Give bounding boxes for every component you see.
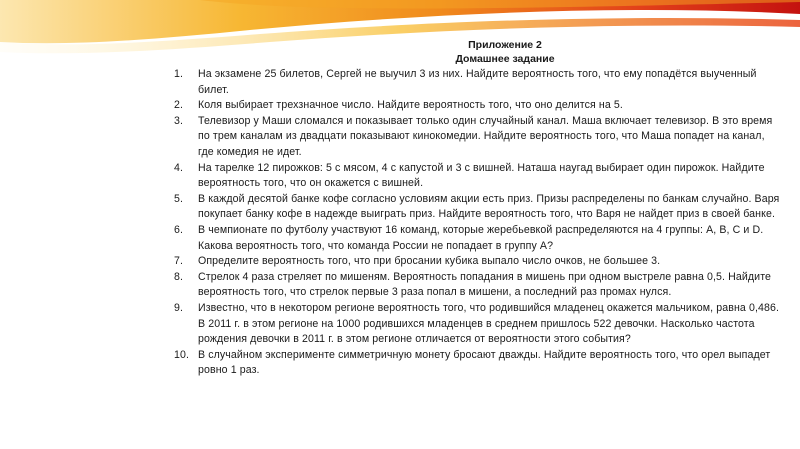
homework-subtitle: Домашнее задание (455, 53, 555, 65)
task-number: 8. (174, 270, 184, 283)
task-number: 4. (174, 161, 184, 174)
task-number: 3. (174, 114, 184, 127)
task-item (170, 223, 780, 254)
task-item (170, 254, 780, 270)
task-text: В случайном эксперименте симметричную монету бросают дважды. Найдите вероятность того, что орел выпадет ровно 1 раз. (198, 348, 771, 377)
task-number: 10. (174, 348, 190, 361)
task-item (170, 192, 780, 223)
task-list (170, 67, 780, 379)
task-item (170, 67, 780, 98)
task-text: В каждой десятой банке кофе согласно условиям акции есть приз. Призы распределены по банкам случайно. Варя покупает банку кофе в надежде выиграть приз. Найдите вероятность того, что Варя не найдет приз в своей банке. (198, 192, 780, 221)
task-text: Определите вероятность того, что при бросании кубика выпало число очков, не большее 3. (198, 255, 661, 268)
task-item (170, 161, 780, 192)
task-number: 5. (174, 192, 184, 205)
task-text: На тарелке 12 пирожков: 5 с мясом, 4 с капустой и 3 с вишней. Наташа наугад выбирает один пирожок. Найдите вероятность того, что он окажется с вишней. (198, 161, 765, 190)
task-item (170, 348, 780, 379)
heading-block (170, 38, 780, 66)
task-text: В чемпионате по футболу участвуют 16 команд, которые жеребьевкой распределяются на 4 группы: A, B, C и D. Какова вероятность того, что команда России не попадает в группу A? (198, 223, 764, 252)
task-item (170, 114, 780, 161)
task-item (170, 270, 780, 301)
homework-content (170, 38, 780, 379)
task-number: 6. (174, 223, 184, 236)
task-number: 1. (174, 68, 184, 80)
task-text: Коля выбирает трехзначное число. Найдите вероятность того, что оно делится на 5. (198, 99, 623, 112)
task-number: 7. (174, 255, 184, 268)
task-text: Телевизор у Маши сломался и показывает только один случайный канал. Маша включает телевизор. В это время по трем каналам из двадцати показывают кинокомедии. Найдите вероятность того, что Маша попадет на канал, где комедия не идет. (198, 114, 773, 158)
task-text: Стрелок 4 раза стреляет по мишеням. Вероятность попадания в мишень при одном выстреле равна 0,5. Найдите вероятность того, что стрелок первые 3 раза попал в мишени, а последний раз промах нулся. (198, 270, 772, 299)
task-text: На экзамене 25 билетов, Сергей не выучил 3 из них. Найдите вероятность того, что ему попадётся выученный билет. (198, 68, 757, 96)
appendix-title: Приложение 2 (468, 39, 542, 51)
task-number: 9. (174, 301, 184, 314)
task-item (170, 301, 780, 348)
task-text: Известно, что в некотором регионе вероятность того, что родившийся младенец окажется мальчиком, равна 0,486. В 2011 г. в этом регионе на 1000 родившихся младенцев в среднем пришлось 522 девочки. Насколько частота рождения девочки в 2011 г. в этом регионе отличается от вероятности этого события? (198, 301, 780, 346)
task-number: 2. (174, 99, 184, 112)
task-item (170, 98, 780, 114)
